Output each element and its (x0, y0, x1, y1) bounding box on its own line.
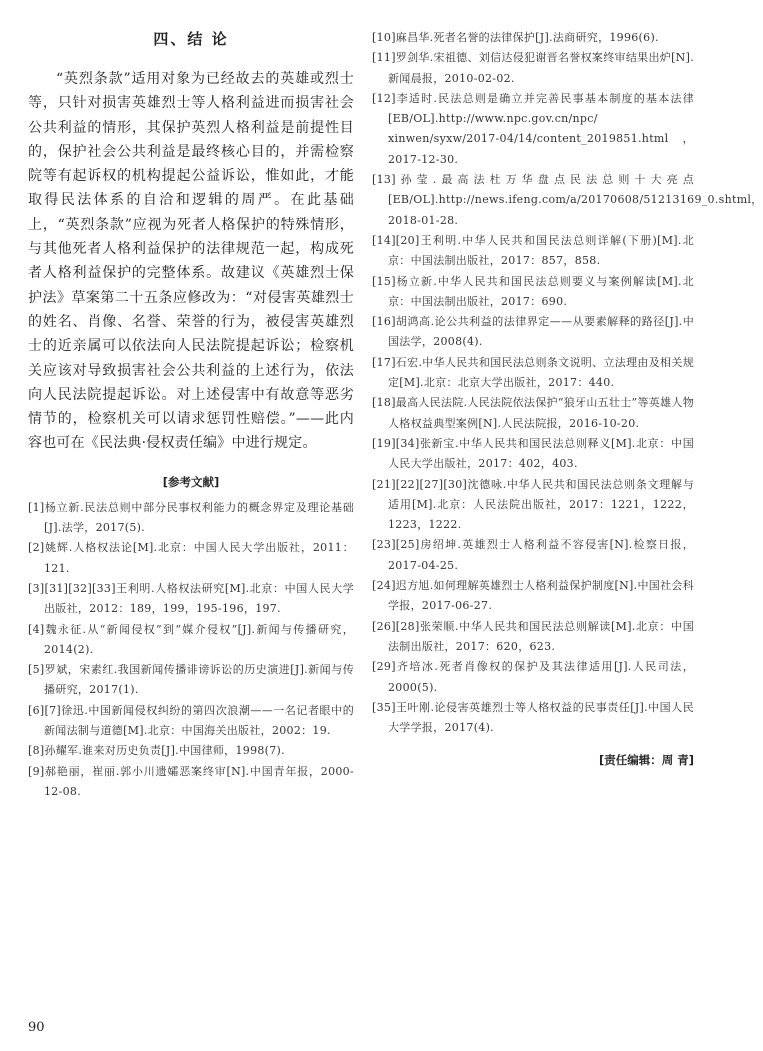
reference-item: [13]孙莹.最高法杜万华盘点民法总则十大亮点[EB/OL].http://news.ifeng.com/a/20170608/51213169_0.shtml，2018-01-28. (372, 173, 763, 227)
reference-item: [12]李适时.民法总则是确立并完善民事基本制度的基本法律[EB/OL].http://www.npc.gov.cn/npc/ xinwen/syxw/2017-04/14/content_2019851.html，2017-12-30. (372, 91, 694, 166)
reference-item: [23][25]房绍坤.英雄烈士人格利益不容侵害[N].检察日报，2017-04-25. (372, 538, 694, 572)
reference-item: [15]杨立新.中华人民共和国民法总则要义与案例解读[M].北京：中国法制出版社，2017：690. (372, 274, 694, 308)
reference-item: [14][20]王利明.中华人民共和国民法总则详解(下册)[M].北京：中国法制出版社，2017：857，858. (372, 233, 694, 268)
reference-item: [3][31][32][33]王利明.人格权法研究[M].北京：中国人民大学出版社，2012：189，199，195-196，197. (28, 581, 354, 616)
reference-item: [5]罗斌，宋素红.我国新闻传播诽谤诉讼的历史演进[J].新闻与传播研究，2017(1). (28, 663, 354, 697)
reference-item: [26][28]张荣顺.中华人民共和国民法总则解读[M].北京：中国法制出版社，2017：620，623. (372, 619, 694, 653)
reference-item: [29]齐培冰.死者肖像权的保护及其法律适用[J].人民司法，2000(5). (372, 660, 694, 694)
page-number: 90 (28, 1020, 45, 1035)
references-heading: [参考文献] (162, 474, 220, 489)
reference-item: [11]罗剑华.宋祖德、刘信达侵犯谢晋名誉权案终审结果出炉[N].新闻晨报，2010-02-02. (372, 51, 694, 85)
reference-item: [21][22][27][30]沈德咏.中华人民共和国民法总则条文理解与适用[M].北京：人民法院出版社，2017：1221，1222，1223，1222. (372, 477, 694, 532)
reference-item: [6][7]徐迅.中国新闻侵权纠纷的第四次浪潮——一名记者眼中的新闻法制与道德[M].北京：中国海关出版社，2002：19. (28, 703, 354, 738)
reference-list-left (28, 498, 354, 802)
reference-item: [1]杨立新.民法总则中部分民事权利能力的概念界定及理论基础[J].法学，2017(5). (28, 500, 354, 535)
editor-credit: [责任编辑：周 青] (598, 753, 694, 768)
section-heading: 四、结 论 (153, 30, 229, 48)
reference-item: [4]魏永征.从“新闻侵权”到“媒介侵权”[J].新闻与传播研究，2014(2). (28, 622, 354, 656)
reference-item: [9]郝艳丽，崔丽.郭小川遗孀恶案终审[N].中国青年报，2000-12-08. (28, 764, 354, 798)
right-column (372, 28, 763, 768)
reference-item: [8]孙耀军.谁来对历史负责[J].中国律师，1998(7). (28, 744, 285, 758)
reference-item: [18]最高人民法院.人民法院依法保护“狼牙山五壮士”等英雄人物人格权益典型案例[N].人民法院报，2016-10-20. (372, 396, 694, 430)
reference-item: [19][34]张新宝.中华人民共和国民法总则释义[M].北京：中国人民大学出版社，2017：402，403. (372, 436, 694, 471)
left-column (28, 28, 354, 802)
reference-item: [2]姚辉.人格权法论[M].北京：中国人民大学出版社，2011：121. (28, 541, 354, 575)
conclusion-paragraph: “英烈条款”适用对象为已经故去的英雄或烈士等，只针对损害英雄烈士等人格利益进而损害社会公共利益的情形，其保护英烈人格利益是前提性目的，保护社会公共利益是最终核心目的，并需检察院等有起诉权的机构提起公益诉讼，惟如此，才能取得民法体系的自洽和逻辑的周严。在此基础上，“英烈条款”应视为死者人格保护的特殊情形，与其他死者人格利益保护的法律规范一起，构成死者人格利益保护的完整体系。故建议《英雄烈士保护法》草案第二十五条应修改为：“对侵害英雄烈士的姓名、肖像、名誉、荣誉的行为，被侵害英雄烈士的近亲属可以依法向人民法院提起诉讼；检察机关应该对导致损害社会公共利益的上述行为，依法向人民法院提起诉讼。对上述侵害中有故意等恶劣情节的，检察机关可以请求惩罚性赔偿。”——此内容也可在《民法典·侵权责任编》中进行规定。 (28, 71, 354, 452)
reference-item: [16]胡鸿高.论公共利益的法律界定——从要素解释的路径[J].中国法学，2008(4). (372, 315, 694, 349)
reference-item: [10]麻昌华.死者名誉的法律保护[J].法商研究，1996(6). (372, 31, 659, 44)
reference-list-right (372, 28, 763, 738)
reference-item: [17]石宏.中华人民共和国民法总则条文说明、立法理由及相关规定[M].北京：北京大学出版社，2017：440. (372, 355, 694, 390)
reference-item: [35]王叶刚.论侵害英雄烈士等人格权益的民事责任[J].中国人民大学学报，2017(4). (372, 700, 694, 735)
reference-item: [24]迟方旭.如何理解英雄烈士人格利益保护制度[N].中国社会科学报，2017-06-27. (372, 579, 694, 613)
